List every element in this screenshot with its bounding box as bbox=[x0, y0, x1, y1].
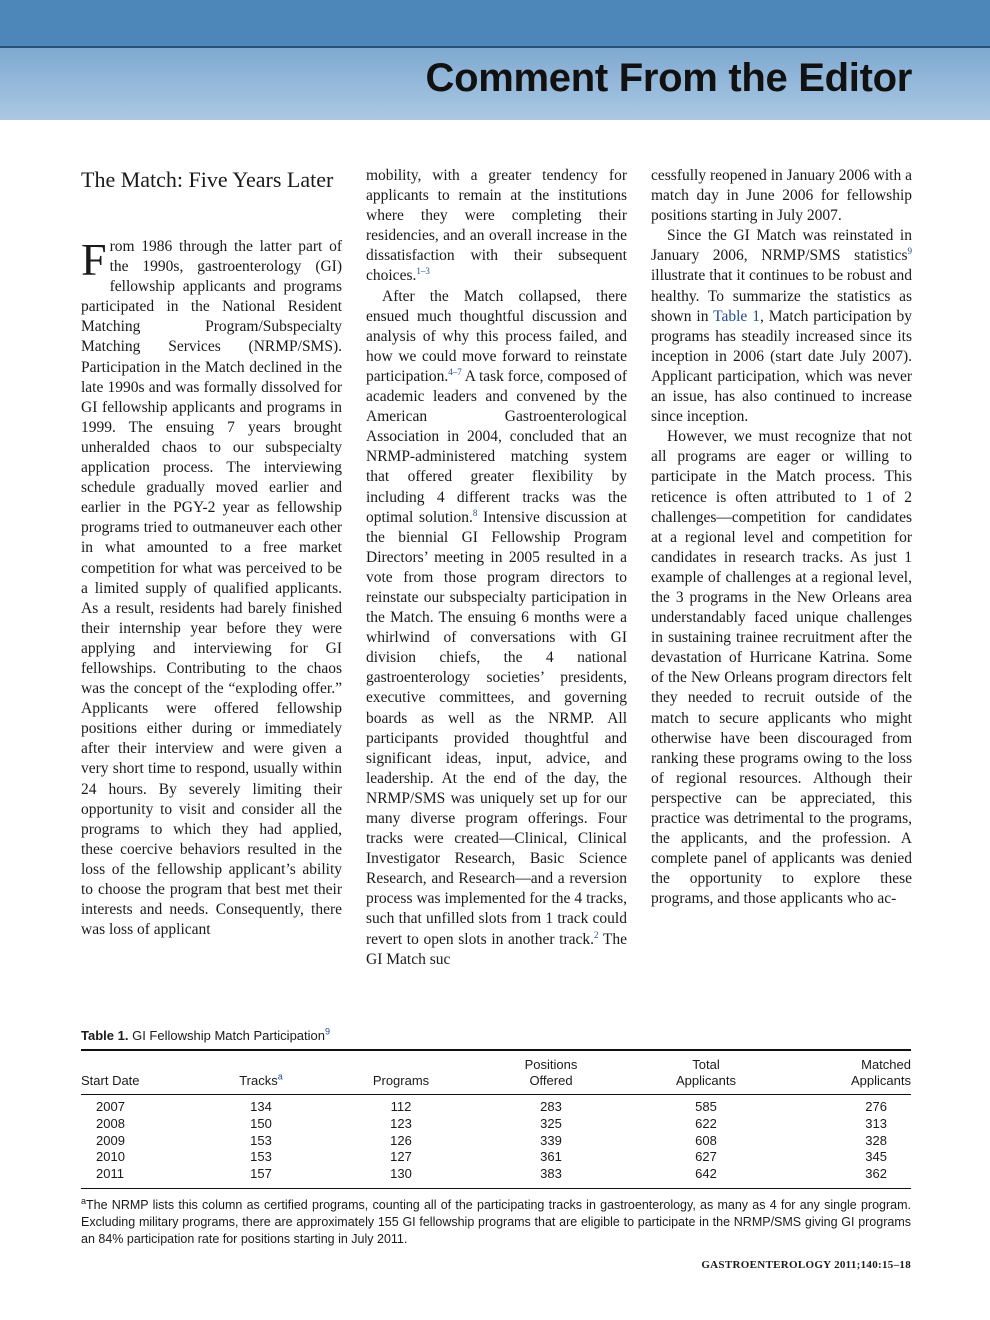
cell-total-applicants: 627 bbox=[695, 1149, 717, 1165]
cell-positions-offered: 325 bbox=[540, 1115, 562, 1131]
table-caption-text: GI Fellowship Match Participation bbox=[132, 1028, 325, 1043]
paragraph-text: rom 1986 through the latter part of the 1990s, gastroenterology (GI) fellowship applicants and programs participated in the National Resident Matching Program/Subspecialty Matching Services (NRMP/SMS). Participation in the Match declined in the late 1990s and was formally dissolved for GI fellowship applicants and programs in 1999. The ensuing 7 years brought unheralded chaos to our subspecialty application process. The interviewing schedule gradually moved earlier and earlier in the PGY-2 year as fellowship programs tried to outmaneuver each other in what amounted to a free market competition for what was perceived to be a limited supply of qualified applicants. As a result, residents had barely finished their internship year before they were applying and interviewing for GI fellowships. Contributing to the chaos was the concept of the “exploding offer.” Applicants were offered fellowship positions either during or immediately after their interview and were given a very short time to respond, usually within 24 hours. By severely limiting their opportunity to visit and consider all the programs to which they had applied, these coercive behaviors resulted in the loss of the fellowship applicant’s ability to choose the program that best met their interests and needs. Consequently, there was loss of applicant bbox=[81, 238, 342, 939]
cell-programs: 130 bbox=[390, 1166, 412, 1182]
header-rule bbox=[0, 46, 990, 48]
cell-programs: 126 bbox=[390, 1132, 412, 1148]
article-paragraph-2-continued: cessfully reopened in January 2006 with a match day in June 2006 for fellowship positions starting in July 2007. bbox=[651, 167, 912, 225]
header-positions-offered bbox=[471, 1050, 631, 1095]
cell-programs: 112 bbox=[390, 1099, 412, 1114]
cell-total-applicants: 608 bbox=[695, 1132, 717, 1148]
table-row bbox=[81, 1166, 911, 1188]
cell-programs: 123 bbox=[390, 1115, 412, 1131]
header-text: Tracks bbox=[239, 1073, 278, 1088]
table-caption bbox=[81, 1028, 911, 1043]
cell-positions-offered: 339 bbox=[540, 1132, 562, 1148]
paragraph-text: Intensive discussion at the biennial GI Fellowship Program Directors’ meeting in 2005 resulted in a vote from those program directors to reinstate our subspecialty participation in the Match. The ensuing 6 months were a whirlwind of conversations with GI division chiefs, the 4 national gastroenterology societies’ presidents, executive committees, and governing boards as well as the NRMP. All participants provided thoughtful and significant ideas, input, advice, and leadership. At the end of the day, the NRMP/SMS was uniquely set up for our many diverse program offerings. Four tracks were created—Clinical, Clinical Investigator Research, Basic Science Research, and Research—and a reversion process was implemented for the 4 tracks, such that unfilled slots from 1 track could revert to open slots in another track. bbox=[366, 508, 628, 948]
table-row bbox=[81, 1116, 911, 1133]
cell-total-applicants: 585 bbox=[695, 1099, 717, 1114]
cell-start-date: 2011 bbox=[96, 1166, 124, 1182]
footnote-marker: a bbox=[277, 1071, 283, 1082]
header-text: Offered bbox=[529, 1073, 573, 1088]
cell-matched-applicants: 345 bbox=[865, 1149, 887, 1165]
header-text: Applicants bbox=[676, 1073, 736, 1088]
cell-positions-offered: 361 bbox=[540, 1149, 562, 1165]
cell-matched-applicants: 362 bbox=[865, 1166, 887, 1182]
article-column-3 bbox=[651, 166, 912, 909]
table-row bbox=[81, 1095, 911, 1116]
reference-link[interactable]: 4–7 bbox=[448, 366, 462, 377]
cell-tracks: 134 bbox=[250, 1099, 272, 1114]
cell-start-date: 2009 bbox=[96, 1132, 125, 1148]
cell-start-date: 2007 bbox=[96, 1099, 125, 1114]
header-text: Matched bbox=[861, 1057, 911, 1072]
cell-programs: 127 bbox=[390, 1149, 412, 1165]
table-label: Table 1. bbox=[81, 1028, 129, 1043]
table-footnote bbox=[81, 1197, 911, 1248]
cell-matched-applicants: 313 bbox=[865, 1115, 887, 1131]
article-paragraph-1 bbox=[81, 234, 342, 940]
drop-cap: F bbox=[81, 234, 107, 285]
header-total-applicants bbox=[631, 1050, 781, 1095]
article-paragraph-1-continued bbox=[366, 166, 627, 287]
article-column-2 bbox=[366, 166, 627, 970]
table-1 bbox=[81, 1028, 911, 1248]
paragraph-text: The GI Match suc bbox=[366, 930, 627, 968]
article-paragraph-3 bbox=[651, 226, 912, 427]
table-row bbox=[81, 1133, 911, 1150]
reference-link[interactable]: 9 bbox=[325, 1026, 331, 1037]
cell-tracks: 153 bbox=[250, 1132, 272, 1148]
reference-link[interactable]: 9 bbox=[907, 246, 912, 257]
paragraph-text: mobility, with a greater tendency for applicants to remain at the institutions where they were completing their residencies, and an overall increase in the dissatisfaction with their subsequent choices. bbox=[366, 167, 627, 285]
paragraph-text: , Match participation by programs has steadily increased since its inception in 2006 (start date July 2007). Applicant participation, which was never an issue, has also continued to increase since inception. bbox=[651, 307, 912, 426]
table-header-row bbox=[81, 1050, 911, 1095]
article-paragraph-4: However, we must recognize that not all programs are eager or willing to participate in the Match process. This reticence is often attributed to 1 of 2 challenges—competition for candidates at a regional level and competition for candidates in research tracks. As just 1 example of challenges at a regional level, the 3 programs in the New Orleans area understandably faced unique challenges in sustaining trainee recruitment after the devastation of Hurricane Katrina. Some of the New Orleans program directors felt they needed to recruit outside of the match to secure applicants who might otherwise have been discouraged from ranking these programs owing to the loss of regional resources. Although their perspective can be appreciated, this practice was detrimental to the programs, the applicants, and the profession. A complete panel of applicants was denied the opportunity to explore these programs, and those applicants who ac- bbox=[651, 428, 912, 908]
cell-matched-applicants: 328 bbox=[865, 1132, 887, 1148]
cell-total-applicants: 622 bbox=[695, 1115, 717, 1131]
paragraph-text: A task force, composed of academic leaders and convened by the American Gastroenterological Association in 2004, concluded that an NRMP-administered matching system that offered greater flexibility by including 4 different tracks was the optimal solution. bbox=[366, 367, 628, 526]
cell-matched-applicants: 276 bbox=[865, 1099, 887, 1114]
cell-tracks: 150 bbox=[250, 1115, 272, 1131]
paragraph-text: Since the GI Match was reinstated in January 2006, NRMP/SMS statistics bbox=[651, 227, 912, 265]
paragraph-text: illustrate that it continues to be robust and healthy. To summarize the statistics as shown in bbox=[651, 267, 912, 325]
match-participation-table bbox=[81, 1049, 911, 1189]
article-paragraph-2 bbox=[366, 287, 627, 970]
cell-start-date: 2008 bbox=[96, 1115, 125, 1131]
footnote-text: The NRMP lists this column as certified programs, counting all of the participating tracks in gastroenterology, as many as 4 for any single program. Excluding military programs, there are approximately 155 GI fellowship programs that are eligible to participate in the NRMP/SMS giving GI programs an 84% participation rate for positions starting in July 2011. bbox=[81, 1197, 911, 1246]
section-title: Comment From the Editor bbox=[425, 56, 912, 100]
cell-start-date: 2010 bbox=[96, 1149, 125, 1165]
table-link[interactable]: Table 1 bbox=[713, 307, 760, 325]
cell-positions-offered: 383 bbox=[540, 1166, 562, 1182]
cell-positions-offered: 283 bbox=[540, 1099, 562, 1114]
reference-link[interactable]: 1–3 bbox=[416, 266, 430, 277]
reference-link[interactable]: 8 bbox=[472, 507, 478, 518]
cell-tracks: 157 bbox=[250, 1166, 272, 1182]
header-tracks bbox=[191, 1050, 331, 1095]
journal-citation: GASTROENTEROLOGY 2011;140:15–18 bbox=[701, 1259, 911, 1271]
article-column-1 bbox=[81, 166, 342, 940]
article-title: The Match: Five Years Later bbox=[81, 167, 334, 192]
header-programs: Programs bbox=[331, 1050, 471, 1095]
header-text: Total bbox=[692, 1057, 720, 1072]
header-start-date: Start Date bbox=[81, 1050, 191, 1095]
cell-total-applicants: 642 bbox=[695, 1166, 717, 1182]
table-row bbox=[81, 1149, 911, 1166]
reference-link[interactable]: 2 bbox=[594, 929, 599, 940]
header-matched-applicants bbox=[781, 1050, 911, 1095]
footnote-marker: a bbox=[81, 1195, 87, 1206]
cell-tracks: 153 bbox=[250, 1149, 272, 1165]
header-text: Applicants bbox=[851, 1073, 911, 1088]
header-text: Positions bbox=[524, 1057, 578, 1072]
paragraph-text: After the Match collapsed, there ensued much thoughtful discussion and analysis of why this process failed, and how we could move forward to reinstate participation. bbox=[366, 287, 627, 385]
